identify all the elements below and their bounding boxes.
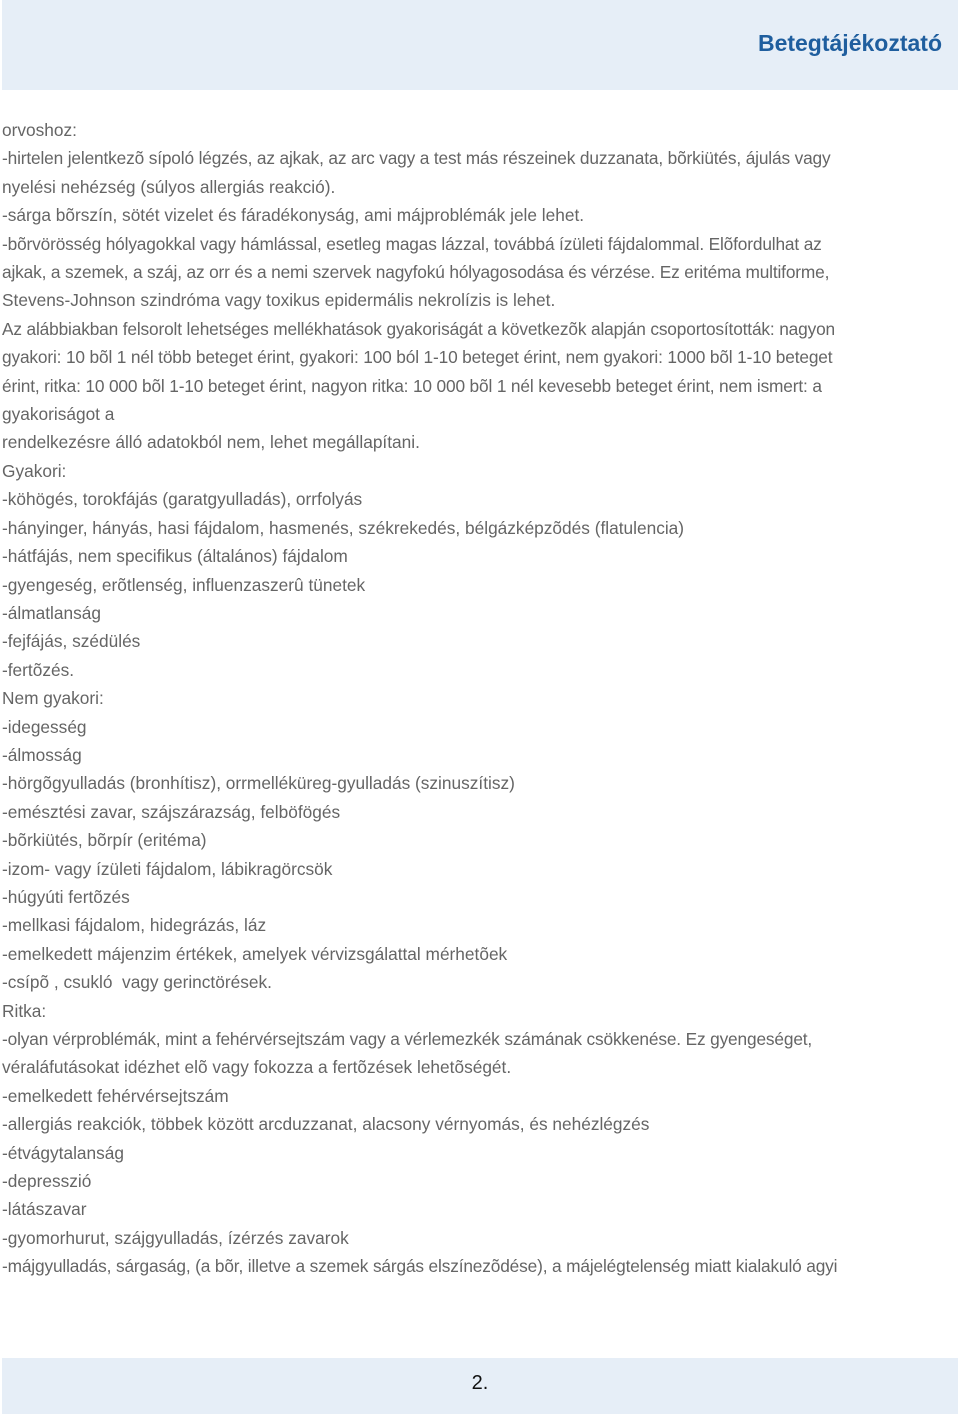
list-item: -emelkedett májenzim értékek, amelyek vérvizsgálattal mérhetõek [2, 943, 508, 964]
list-item: -gyengeség, erõtlenség, influenzaszerû tünetek [2, 574, 366, 595]
list-item: -hányinger, hányás, hasi fájdalom, hasmenés, székrekedés, bélgázképzõdés (flatulencia) [2, 517, 685, 538]
page-footer [2, 1358, 958, 1414]
list-item: -emelkedett fehérvérsejtszám [2, 1085, 229, 1106]
page-number: 2. [471, 1372, 489, 1394]
list-item: -emésztési zavar, szájszárazság, felböfögés [2, 801, 341, 822]
list-item: -fejfájás, szédülés [2, 631, 141, 652]
text-line: rendelkezésre álló adatokból nem, lehet megállapítani. [2, 432, 420, 453]
list-item: -álmosság [2, 744, 82, 765]
section-heading-rare: Ritka: [2, 1000, 47, 1021]
text-line: -sárga bõrszín, sötét vizelet és fáradékonyság, ami májproblémák jele lehet. [2, 205, 585, 226]
list-item: -étvágytalanság [2, 1142, 125, 1163]
text-line: Az alábbiakban felsorolt lehetséges mellékhatások gyakoriságát a következõk alapján csoportosították: nagyon [2, 318, 836, 339]
list-item: -izom- vagy ízületi fájdalom, lábikragörcsök [2, 858, 333, 879]
text-line: Stevens-Johnson szindróma vagy toxikus epidermális nekrolízis is lehet. [2, 290, 556, 311]
list-item: -idegesség [2, 716, 87, 737]
text-line: érint, ritka: 10 000 bõl 1-10 beteget érint, nagyon ritka: 10 000 bõl 1 nél kevesebb beteget érint, nem ismert: a [2, 375, 822, 396]
list-item: -bõrkiütés, bõrpír (eritéma) [2, 830, 207, 851]
list-item: -látászavar [2, 1199, 87, 1220]
list-item: -fertõzés. [2, 659, 75, 680]
list-item: -álmatlanság [2, 602, 101, 623]
list-item: -csípõ , csukló vagy gerinctörések. [2, 972, 272, 993]
list-item: -hátfájás, nem specifikus (általános) fájdalom [2, 546, 348, 567]
list-item: -májgyulladás, sárgaság, (a bõr, illetve a szemek sárgás elszínezõdése), a májelégtelenség miatt kialakuló agyi [2, 1256, 838, 1277]
text-line: -hirtelen jelentkezõ sípoló légzés, az ajkak, az arc vagy a test más részeinek duzzanata, bõrkiütés, ájulás vagy [2, 148, 831, 169]
text-line: gyakori: 10 bõl 1 nél több beteget érint, gyakori: 100 ból 1-10 beteget érint, nem gyakori: 1000 bõl 1-10 beteget [2, 347, 833, 368]
list-item: -olyan vérproblémák, mint a fehérvérsejtszám vagy a vérlemezkék számának csökkenése. Ez gyengeséget, [2, 1029, 813, 1049]
text-line: -bõrvörösség hólyagokkal vagy hámlással, esetleg magas lázzal, továbbá ízületi fájdalommal. Elõfordulhat az [2, 233, 822, 254]
text-line: nyelési nehézség (súlyos allergiás reakció). [2, 176, 336, 197]
text-line: gyakoriságot a [2, 404, 115, 425]
list-item: -köhögés, torokfájás (garatgyulladás), orrfolyás [2, 489, 363, 510]
text-line: ajkak, a szemek, a száj, az orr és a nemi szervek nagyfokú hólyagosodása és vérzése. Ez eritéma multiforme, [2, 262, 830, 283]
text-line: orvoshoz: [2, 120, 77, 140]
list-item: véraláfutásokat idézhet elõ vagy fokozza a fertõzések lehetõségét. [2, 1057, 512, 1078]
list-item: -hörgõgyulladás (bronhítisz), orrmelléküreg-gyulladás (szinuszítisz) [2, 773, 515, 794]
list-item: -allergiás reakciók, többek között arcduzzanat, alacsony vérnyomás, és nehézlégzés [2, 1114, 650, 1135]
document-title: Betegtájékoztató [757, 30, 942, 56]
list-item: -mellkasi fájdalom, hidegrázás, láz [2, 915, 267, 936]
list-item: -depresszió [2, 1171, 92, 1192]
list-item: -húgyúti fertõzés [2, 886, 130, 907]
section-heading-common: Gyakori: [2, 460, 67, 481]
document-body [2, 116, 948, 1281]
page-header [2, 0, 958, 90]
list-item: -gyomorhurut, szájgyulladás, ízérzés zavarok [2, 1227, 349, 1248]
section-heading-uncommon: Nem gyakori: [2, 688, 104, 709]
